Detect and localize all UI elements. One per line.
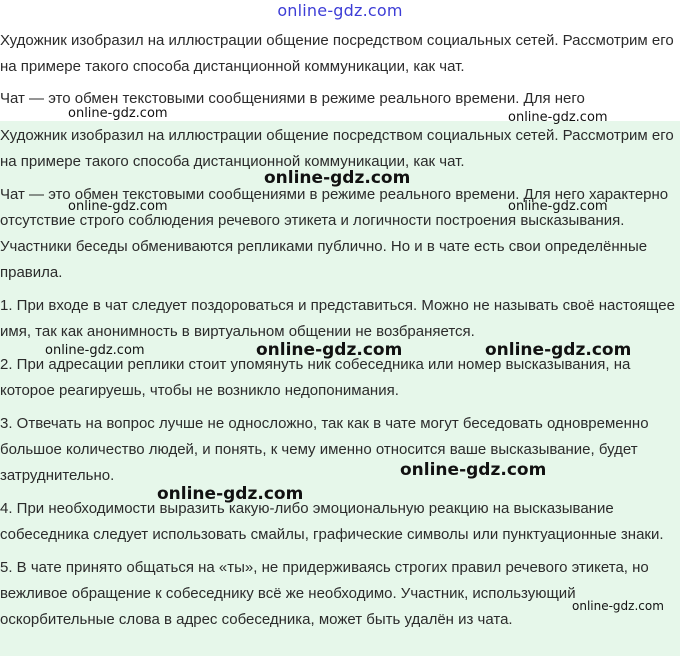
rule-4: 4. При необходимости выразить какую-либо эмоциональную реакцию на высказывание собеседника следует использовать смайлы, графические символы или пунктуационные знаки. [0,500,664,543]
rule-5: 5. В чате принято общаться на «ты», не придерживаясь строгих правил речевого этикета, но вежливое обращение к собеседнику всё же необходимо. Участник, использующий оскорбительные слова в адрес собеседника, может быть удалён из чата. [0,559,649,628]
watermark: online-gdz.com [45,343,145,358]
top-text-block [0,28,680,118]
main-paragraph-chat: Чат — это обмен текстовыми сообщениями в режиме реального времени. Для него характерно отсутствие строго соблюдения речевого этикета и логичности построения высказывания. Участники беседы обмениваются репликами публично. Но и в чате есть свои определённые правила. [0,186,669,281]
header-watermark: online-gdz.com [277,1,403,20]
rule-3: 3. Отвечать на вопрос лучше не односложно, так как в чате могут беседовать одновременно большое количество людей, и понять, к чему именно относится ваше высказывание, будет затруднительно. [0,415,649,484]
watermark: online-gdz.com [264,168,411,188]
main-paragraph-intro: Художник изобразил на иллюстрации общение посредством социальных сетей. Рассмотрим его на примере такого способа дистанционной коммуникации, как чат. [0,127,674,170]
watermark: online-gdz.com [157,484,304,504]
watermark: online-gdz.com [485,340,632,360]
watermark: online-gdz.com [256,340,403,360]
watermark: online-gdz.com [68,199,168,214]
watermark: online-gdz.com [572,599,664,613]
rule-1: 1. При входе в чат следует поздороваться и представиться. Можно не называть своё настоящее имя, так как анонимность в виртуальном общении не возбраняется. [0,297,675,340]
top-paragraph-1: Художник изобразил на иллюстрации общение посредством социальных сетей. Рассмотрим его на примере такого способа дистанционной коммуникации, как чат. [0,32,674,75]
rule-2: 2. При адресации реплики стоит упомянуть ник собеседника или номер высказывания, на которое реагируешь, чтобы не возникло недопонимания. [0,356,631,399]
top-paragraph-2: Чат — это обмен текстовыми сообщениями в режиме реального времени. Для него [0,90,585,107]
watermark: online-gdz.com [508,110,608,125]
watermark: online-gdz.com [68,106,168,121]
watermark: online-gdz.com [400,460,547,480]
watermark: online-gdz.com [508,199,608,214]
